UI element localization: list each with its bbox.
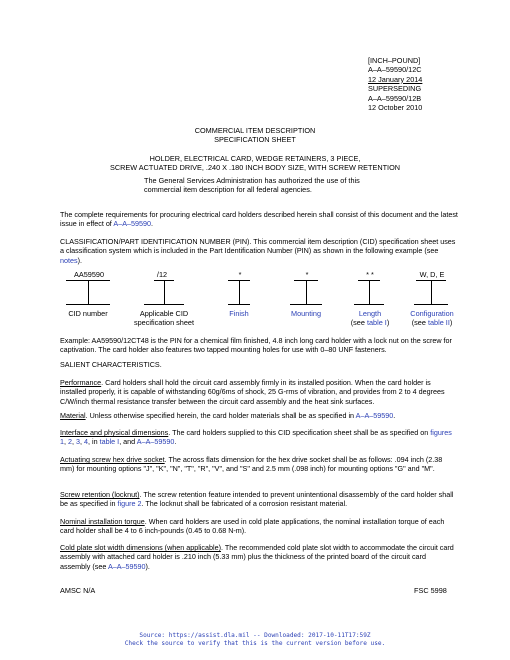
slot-title: Cold plate slot width dimensions (when applicable) [60,543,222,552]
interface-text: . The card holders supplied to this CID specification sheet shall be as specified on [168,428,431,437]
retention-text: . The screw retention feature intended to prevent unintentional disassembly of the card holder shall be as specified in [60,490,454,509]
pin-connector-mounting [306,280,307,304]
pin-label-length [340,309,400,327]
source-line-2: Check the source to verify that this is the current version before use. [124,639,386,647]
performance-paragraph [60,378,458,406]
footer-fsc: FSC 5998 [414,586,447,595]
title-line-1: COMMERCIAL ITEM DESCRIPTION [194,126,316,135]
figure-3-link[interactable]: 3 [76,437,80,447]
subject-line-2: SCREW ACTUATED DRIVE, .240 X .180 INCH BODY SIZE, WITH SCREW RETENTION [109,163,401,173]
pin-connector-cid [88,280,89,304]
pin-label-sheet [126,309,202,327]
table-i-link[interactable]: table I [366,318,387,327]
pin-label-sheet-line2: specification sheet [133,318,195,327]
pin-code-cid: AA59590 [73,270,105,279]
figure-2-link[interactable]: 2 [68,437,72,447]
torque-text: . When card holders are used in cold plate applications, the nominal installation torque of each card holder shall be 4 to 6 inch-pounds (0.45 to 0.68 N-m). [60,517,445,536]
interface-sep-2: , [72,437,76,447]
interface-sep-3: , [80,437,84,447]
source-banner [0,632,510,647]
example-paragraph [60,336,458,355]
pin-label-sheet-line1: Applicable CID [139,309,189,318]
pin-code-mounting: * [305,270,309,279]
subject-line-1: HOLDER, ELECTRICAL CARD, WEDGE RETAINERS, 3 PIECE, [149,154,361,163]
classification-end: ). [77,255,82,265]
material-link[interactable]: A–A–59590 [355,411,394,420]
authorization-line-2: commercial item description for all federal agencies. [144,185,312,195]
pin-code-sheet: /12 [156,270,168,279]
interface-paragraph [60,428,458,447]
intro-link[interactable]: A–A–59590 [113,219,151,229]
header-superseding: SUPERSEDING [368,84,422,94]
pin-label-mounting[interactable] [276,309,336,318]
notes-link[interactable]: notes [60,255,78,265]
retention-title: Screw retention (locknut) [60,490,140,499]
interface-title: Interface and physical dimensions [60,428,169,437]
pin-connector-length [369,280,370,304]
pin-label-cid [52,309,124,318]
table-ii-link[interactable]: table II [427,318,450,327]
pin-label-mounting-text[interactable]: Mounting [290,309,322,318]
classification-text: CLASSIFICATION/PART IDENTIFICATION NUMBER (PIN). This commercial item description (CID) specification sheet uses a classification system which is included in the Part Identification Number (PIN) as shown in the following example (see [60,237,456,256]
slot-paragraph [60,543,458,571]
header-superseded-date: 12 October 2010 [368,103,423,113]
example-text: Example: AA59590/12CT48 is the PIN for a chemical film finished, 4.8 inch long card holder with a lock nut on the screw for captivation. The card holder also features two tapped mounting holes for use with 0–80 UNF fasteners. [60,336,452,355]
figure-2-retention-link[interactable]: figure 2 [117,499,142,509]
authorization-line-1: The General Services Administration has authorized the use of this [144,176,360,185]
intro-text: The complete requirements for procuring electrical card holders described herein shall consist of this document and the latest issue in effect of [60,210,458,229]
pin-label-length-post: ) [386,318,390,327]
pin-label-configuration-text[interactable]: Configuration [410,309,454,318]
interface-end: . [174,437,177,447]
pin-base-configuration [414,304,448,305]
retention-paragraph [60,490,458,509]
salient-heading [60,360,458,369]
pin-base-length [354,304,384,305]
intro-end: . [151,219,153,229]
pin-code-configuration: W, D, E [419,270,445,279]
salient-heading-text: SALIENT CHARACTERISTICS. [60,360,162,369]
torque-paragraph [60,517,458,536]
slot-link[interactable]: A–A–59590 [107,561,146,571]
header-date: 12 January 2014 [368,74,423,84]
interface-sep-5: , and [119,437,137,447]
pin-label-configuration-ref [400,318,464,327]
interface-table-i-link[interactable]: table I [99,437,120,447]
pin-label-finish[interactable] [210,309,268,318]
retention-end: . The locknut shall be fabricated of a corrosion resistant material. [141,499,348,509]
pin-base-cid [66,304,110,305]
material-end: . [393,411,396,420]
pin-label-length-pre: (see [350,318,367,327]
footer-amsc: AMSC N/A [60,586,96,595]
pin-label-configuration-post: ) [449,318,453,327]
slot-text: . The recommended cold plate slot width to accommodate the circuit card assembly with attached card holder is .210 inch (5.33 mm) plus the thickness of the printed board of the circuit card assembly (see [60,543,454,571]
actuating-paragraph [60,455,458,474]
material-paragraph [60,411,458,420]
pin-label-cid-text: CID number [68,309,108,318]
interface-sep-4: , in [88,437,100,447]
pin-connector-sheet [164,280,165,304]
pin-connector-finish [239,280,240,304]
pin-label-configuration [400,309,464,327]
pin-code-finish: * [238,270,242,279]
pin-label-finish-text[interactable]: Finish [229,309,249,318]
interface-sep-1: , [64,437,68,447]
material-title: Material [60,411,86,420]
actuating-title: Actuating screw hex drive socket [60,455,165,464]
pin-code-length: * * [366,270,374,279]
figure-4-link[interactable]: 4 [84,437,88,447]
pin-base-sheet [144,304,184,305]
header-doc-number: A–A–59590/12C [368,65,422,75]
interface-aa-link[interactable]: A–A–59590 [136,437,175,447]
actuating-text: . The across flats dimension for the hex drive socket shall be as follows: .094 inch (2.38 mm) for mounting options "J", "K", "N", "T", "R", "V", and "S" and 2.5 mm (.098 inch) for mounting options "G" and "M". [60,455,443,474]
pin-label-configuration-pre: (see [411,318,428,327]
pin-label-length-text[interactable]: Length [358,309,382,318]
torque-title: Nominal installation torque [60,517,145,526]
performance-title: Performance [60,378,102,387]
material-text: . Unless otherwise specified herein, the card holder materials shall be as specified in [85,411,356,420]
performance-text: . Card holders shall hold the circuit card assembly firmly in its installed position. When the card holder is installed properly, it is capable of withstanding 60g/6ms of shock, 25 G-rms of vibration, and provides from 2 to 4 degrees C/W/inch thermal resistance transfer between the circuit card assembly and the heat sink surfaces. [60,378,445,406]
source-line-1[interactable]: Source: https://assist.dla.mil -- Downloaded: 2017-10-11T17:59Z [139,632,371,639]
pin-base-finish [228,304,250,305]
header-classification: [INCH–POUND] [368,56,421,65]
pin-base-mounting [290,304,322,305]
title-line-2: SPECIFICATION SHEET [214,135,296,145]
pin-connector-configuration [431,280,432,304]
slot-end: ). [145,561,150,571]
pin-label-length-ref [340,318,400,327]
figure-1-link[interactable]: figures 1 [60,428,452,447]
header-superseded-number: A–A–59590/12B [368,93,422,103]
